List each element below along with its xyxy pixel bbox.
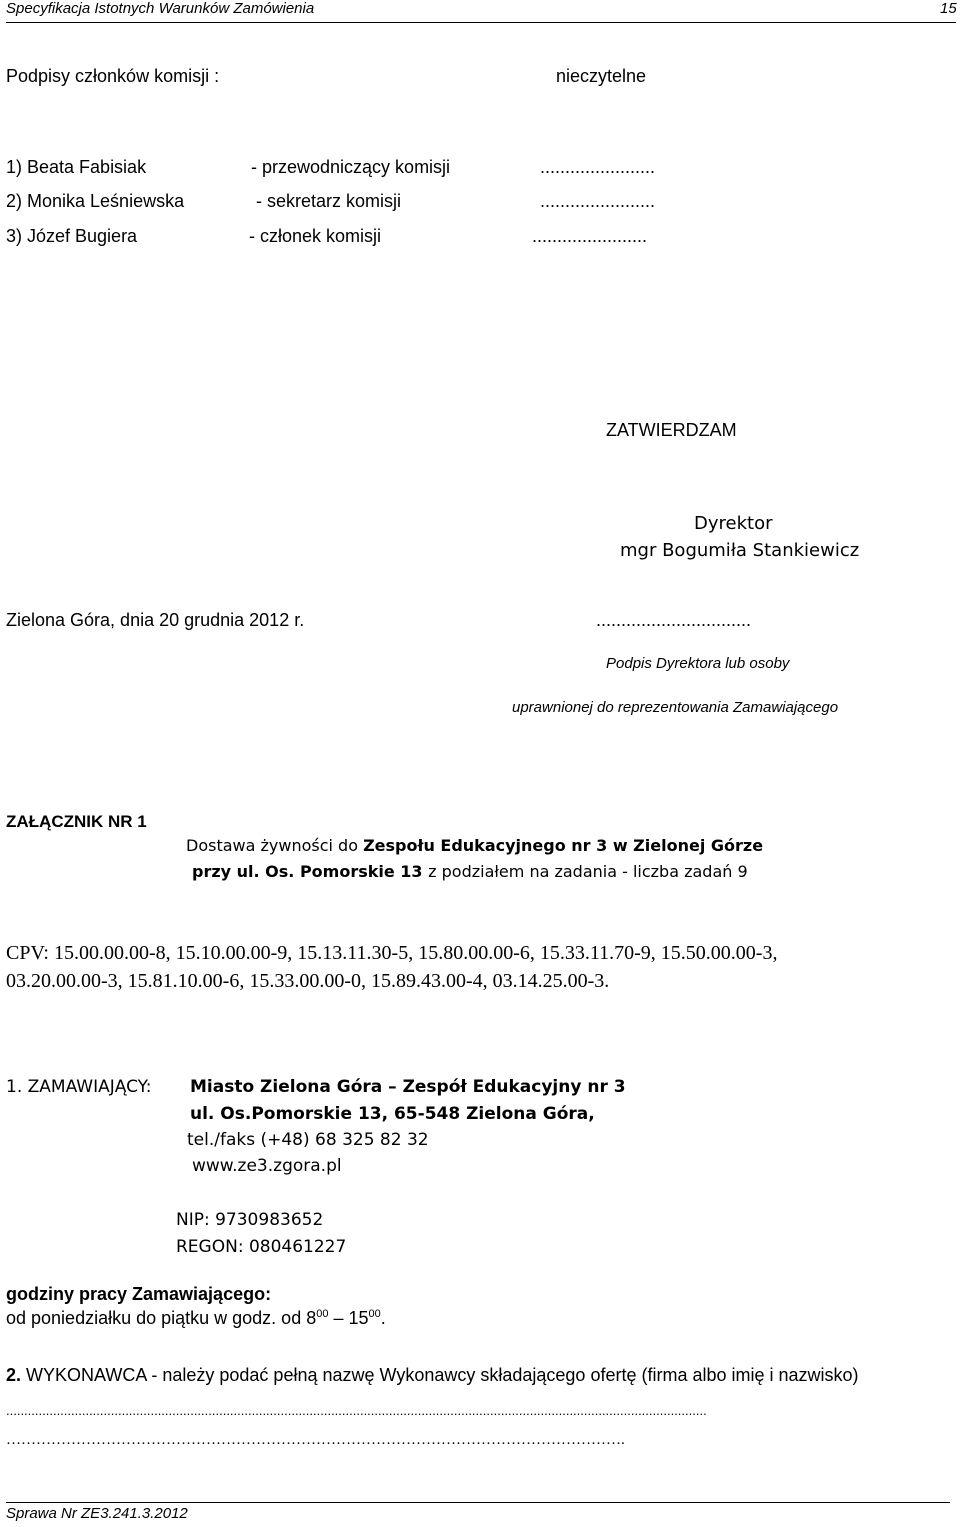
member-1-role: - przewodniczący komisji [251, 157, 451, 177]
cpv-codes-line-2: 03.20.00.00-3, 15.81.10.00-6, 15.33.00.00-0, 15.89.43.00-4, 03.14.25.00-3. [6, 970, 610, 992]
hours-text [6, 1308, 386, 1329]
header-rule [6, 22, 956, 23]
running-header-title: Specyfikacja Istotnych Warunków Zamówienia [6, 0, 315, 17]
buyer-name: Miasto Zielona Góra – Zespół Edukacyjny nr 3 [190, 1077, 626, 1097]
hours-to-minutes: 00 [368, 1308, 381, 1320]
contractor-fill-line-2: ……………………………………………………………………………………………………………. [6, 1432, 625, 1448]
annex-subject-intro: Dostawa żywności do [186, 836, 364, 855]
annex-subject-address: przy ul. Os. Pomorskie 13 [192, 862, 429, 881]
director-title: Dyrektor [694, 513, 773, 534]
director-signature-dots: ............................... [596, 610, 752, 630]
member-2-role: - sekretarz komisji [256, 191, 402, 211]
signatures-status: nieczytelne [556, 66, 647, 86]
annex-subject-line-1 [186, 836, 763, 855]
case-number: Sprawa Nr ZE3.241.3.2012 [6, 1505, 188, 1522]
contractor-fill-line-1: .................................................................................................................................................................................................. [6, 1403, 707, 1418]
contractor-number: 2. [6, 1365, 22, 1385]
signatures-label: Podpisy członków komisji : [6, 66, 220, 86]
annex-heading: ZAŁĄCZNIK NR 1 [6, 812, 147, 831]
member-1-name: 1) Beata Fabisiak [6, 157, 147, 177]
place-and-date: Zielona Góra, dnia 20 grudnia 2012 r. [6, 610, 305, 630]
member-3-name: 3) Józef Bugiera [6, 226, 138, 246]
signature-caption-2: uprawnionej do reprezentowania Zamawiającego [512, 699, 839, 716]
annex-subject-school: Zespołu Edukacyjnego nr 3 w Zielonej Górze [363, 836, 764, 855]
buyer-nip: NIP: 9730983652 [176, 1210, 324, 1230]
hours-end: . [380, 1308, 386, 1328]
hours-heading: godziny pracy Zamawiającego: [6, 1284, 272, 1304]
contractor-text: WYKONAWCA - należy podać pełną nazwę Wykonawcy składającego ofertę (firma albo imię i nazwisko) [21, 1365, 859, 1385]
member-1-signature-dots: ....................... [540, 157, 656, 177]
footer-rule [6, 1502, 950, 1503]
page-number: 15 [940, 0, 957, 17]
signature-caption-1: Podpis Dyrektora lub osoby [606, 655, 790, 672]
hours-from-minutes: 00 [316, 1308, 329, 1320]
member-3-signature-dots: ....................... [532, 226, 648, 246]
buyer-regon: REGON: 080461227 [176, 1237, 347, 1257]
approval-heading: ZATWIERDZAM [606, 420, 737, 440]
hours-dash-to: – 15 [328, 1308, 369, 1328]
member-3-role: - członek komisji [249, 226, 382, 246]
annex-subject-tasks: z podziałem na zadania - liczba zadań 9 [428, 862, 748, 881]
member-2-signature-dots: ....................... [540, 191, 656, 211]
member-2-name: 2) Monika Leśniewska [6, 191, 185, 211]
annex-subject-line-2 [192, 862, 748, 881]
buyer-address: ul. Os.Pomorskie 13, 65-548 Zielona Góra, [190, 1104, 595, 1124]
buyer-website: www.ze3.zgora.pl [192, 1156, 342, 1176]
director-name: mgr Bogumiła Stankiewicz [620, 540, 860, 561]
buyer-phone: tel./faks (+48) 68 325 82 32 [187, 1130, 429, 1150]
buyer-label: 1. ZAMAWIAJĄCY: [6, 1077, 152, 1097]
cpv-codes-line-1: CPV: 15.00.00.00-8, 15.10.00.00-9, 15.13.11.30-5, 15.80.00.00-6, 15.33.11.70-9, 15.50.00.00-3, [6, 942, 778, 964]
hours-text-main: od poniedziałku do piątku w godz. od 8 [6, 1308, 317, 1328]
contractor-line [6, 1365, 859, 1386]
